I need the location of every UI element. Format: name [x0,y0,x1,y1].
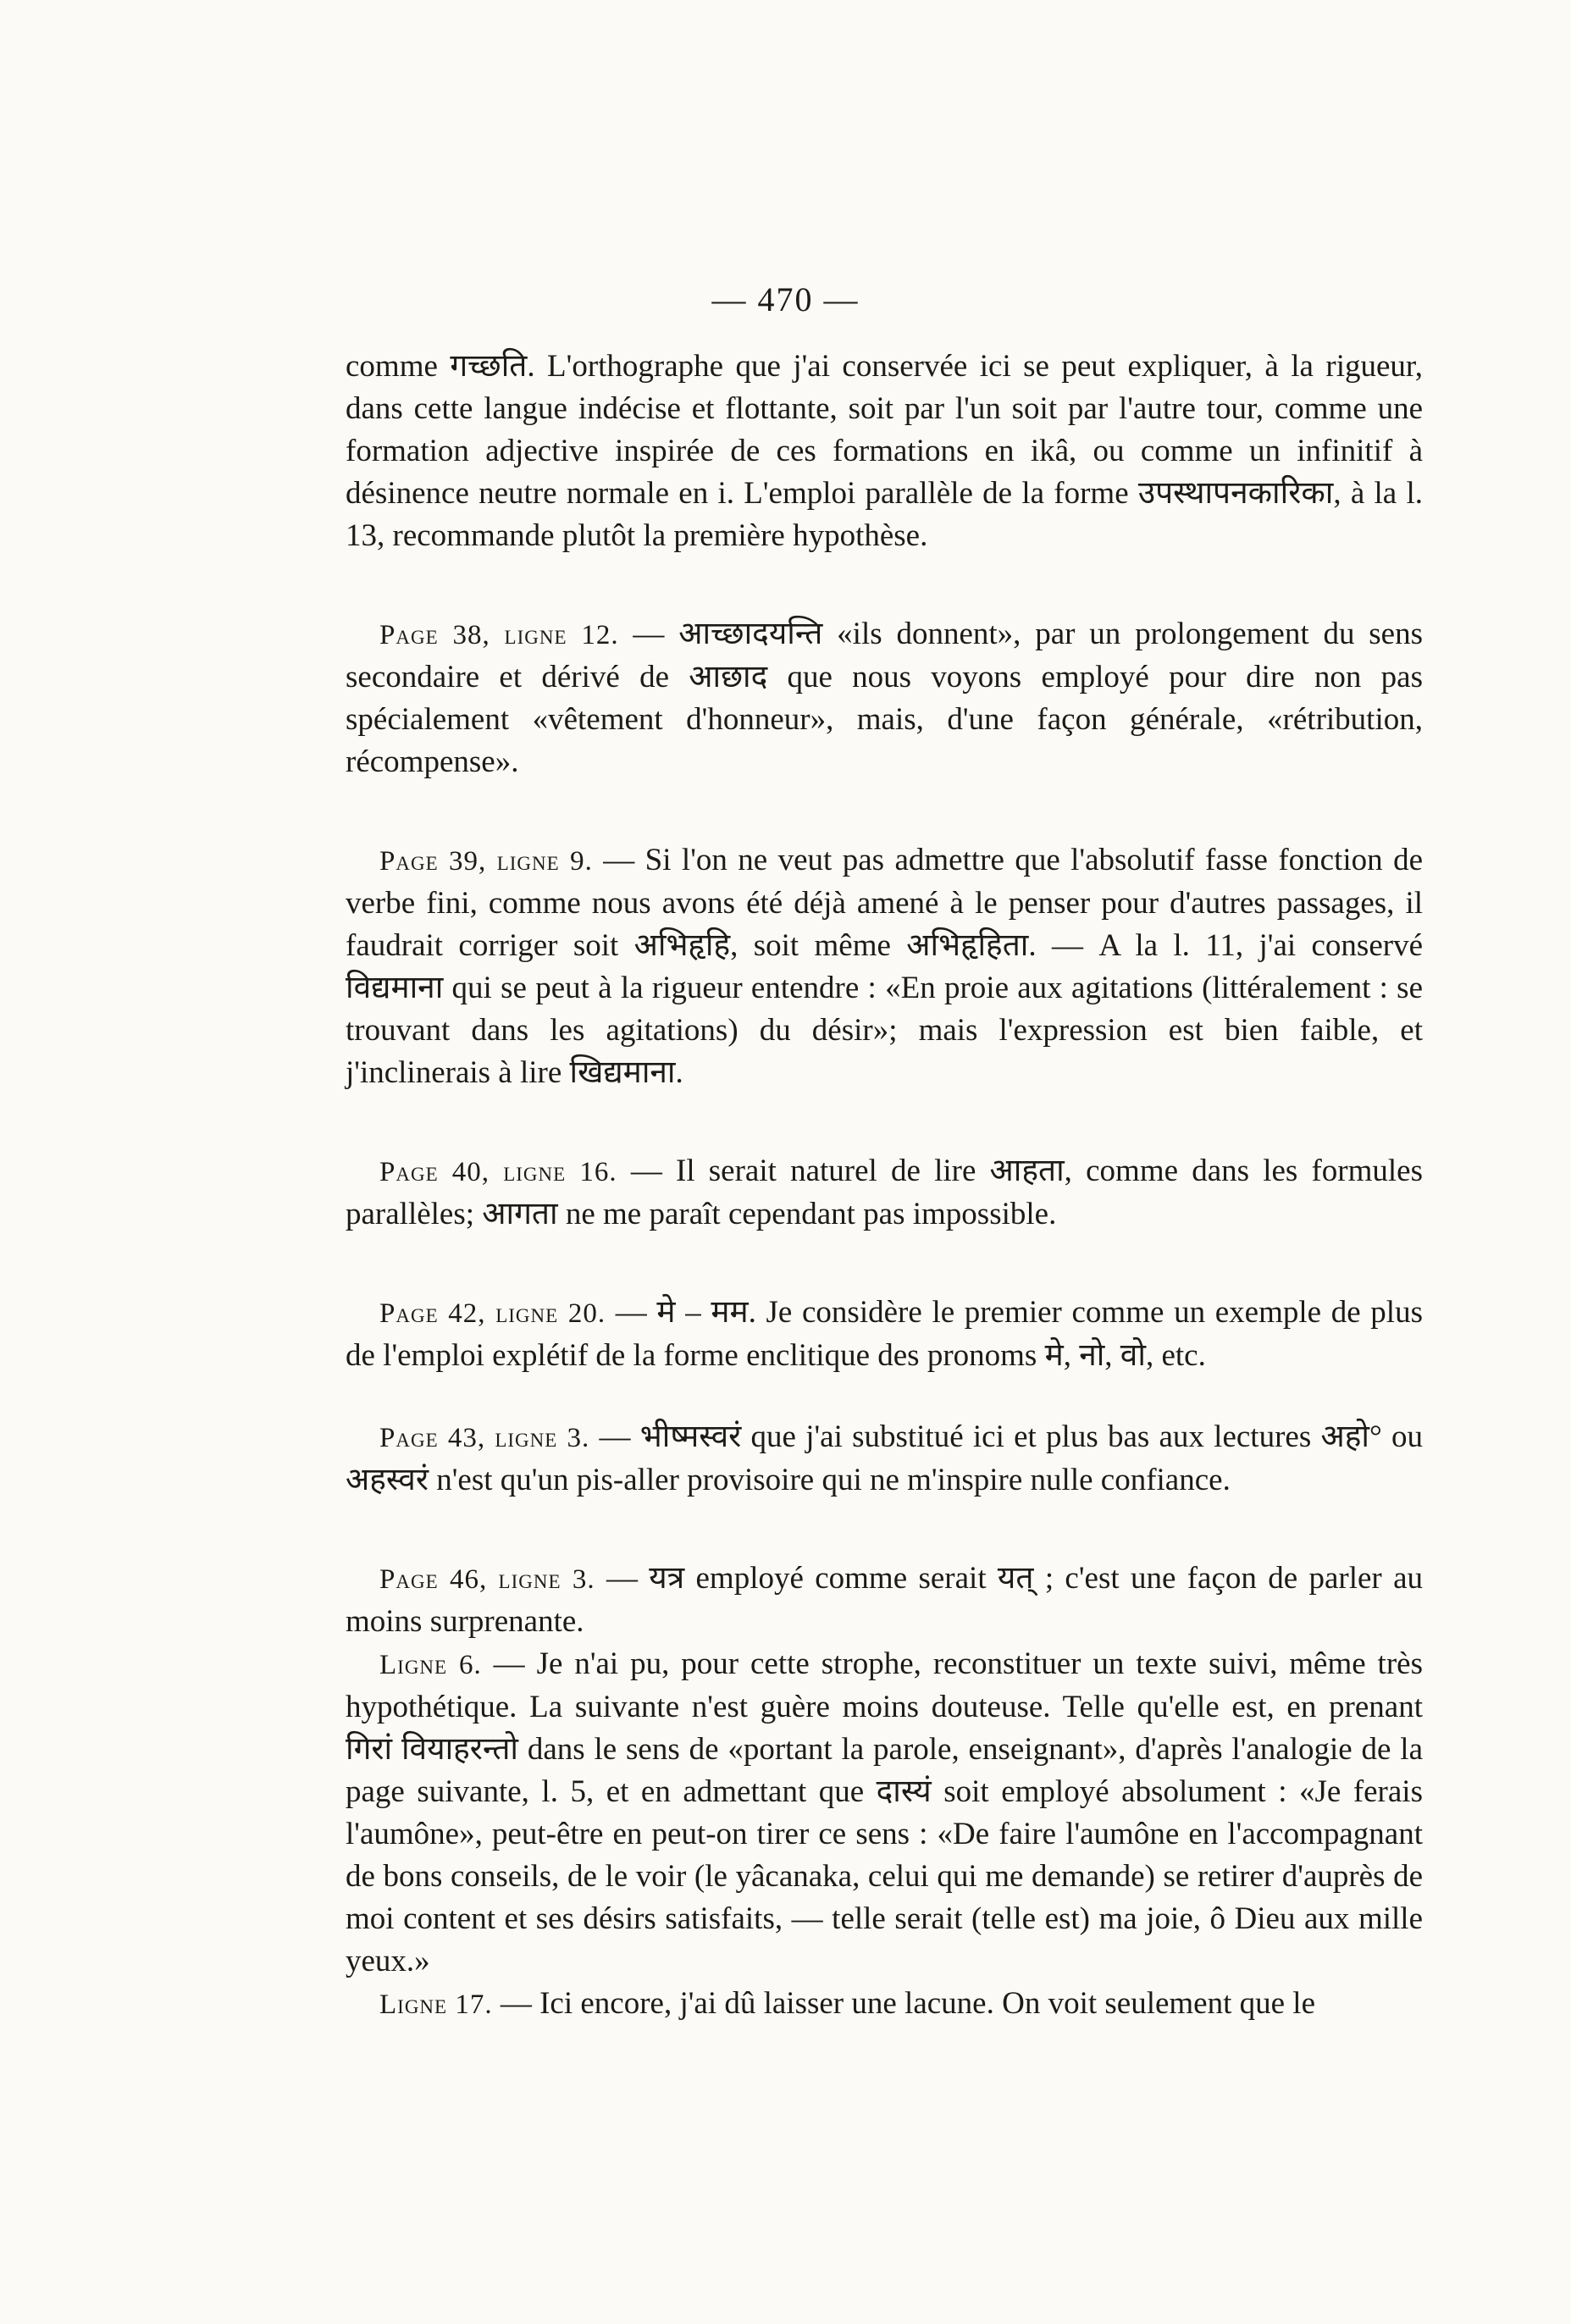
note-text: — Il serait naturel de lire आहता, comme dans les formules parallèles; आगता ne me paraît cependant pas impossible. [346,1154,1423,1231]
body-text [346,346,1423,2026]
note-text: — Je n'ai pu, pour cette strophe, reconstituer un texte suivi, même très hypothétique. La suivante n'est guère moins douteuse. Telle qu'elle est, en prenant गिरां वियाहरन्तो dans le sens de «portant la parole, enseignant», d'après l'analogie de la page suivante, l. 5, et en admettant que दास्यं soit employé absolument : «Je ferais l'aumône», peut-être en peut-on tirer ce sens : «De faire l'aumône en l'accompagnant de bons conseils, de le voir (le yâcanaka, celui qui me demande) se retirer d'auprès de moi content et ses désirs satisfaits, — telle serait (telle est) ma joie, ô Dieu aux mille yeux.» [346,1646,1423,1978]
note-label: Page 42, ligne 20. [379,1298,606,1329]
paragraph-continuation: comme गच्छति. L'orthographe que j'ai conservée ici se peut expliquer, à la rigueur, dans cette langue indécise et flottante, soit par l'un soit par l'autre tour, comme une formation adjective inspirée de ces formations en ikâ, ou comme un infinitif à désinence neutre normale en i. L'emploi parallèle de la forme उपस्थापनकारिका, à la l. 13, recommande plutôt la première hypothèse. [346,349,1423,553]
note-page-43 [346,1416,1423,1502]
note-line-17 [346,1983,1423,2026]
note-label: Page 43, ligne 3. [379,1423,590,1453]
note-page-38 [346,613,1423,783]
note-label: Ligne 6. [379,1650,482,1680]
note-label: Page 38, ligne 12. [379,620,619,650]
note-label: Page 46, ligne 3. [379,1564,595,1595]
note-line-6 [346,1643,1423,1983]
note-label: Page 39, ligne 9. [379,846,593,877]
note-label: Ligne 17. [379,1989,493,2020]
note-text: — आच्छादयन्ति «ils donnent», par un prolongement du sens secondaire et dérivé de आछाद que nous voyons employé pour dire non pas spécialement «vêtement d'honneur», mais, d'une façon générale, «rétribution, récompense». [346,617,1423,779]
note-page-42 [346,1292,1423,1377]
note-text: — Si l'on ne veut pas admettre que l'absolutif fasse fonction de verbe fini, comme nous avons été déjà amené à le penser pour d'autres passages, il faudrait corriger soit अभिहृहि, soit même अभिहृहिता. — A la l. 11, j'ai conservé विद्यमाना qui se peut à la rigueur entendre : «En proie aux agitations (littéralement : se trouvant dans les agitations) du désir»; mais l'expression est bien faible, et j'inclinerais à lire खिद्यमाना. [346,843,1423,1090]
page-number: — 470 — [711,280,860,318]
note-text: — भीष्मस्वरं que j'ai substitué ici et plus bas aux lectures अहो° ou अहस्वरं n'est qu'un pis-aller provisoire qui ne m'inspire nulle confiance. [346,1419,1423,1497]
note-page-39 [346,839,1423,1094]
note-text: — मे – मम. Je considère le premier comme un exemple de plus de l'emploi explétif de la forme enclitique des pronoms मे, नो, वो, etc. [346,1295,1423,1373]
note-page-46 [346,1558,1423,1643]
note-text: — यत्र employé comme serait यत् ; c'est une façon de parler au moins surprenante. [346,1561,1423,1639]
note-page-40 [346,1150,1423,1236]
note-text: — Ici encore, j'ai dû laisser une lacune. On voit seulement que le [492,1986,1316,2021]
note-label: Page 40, ligne 16. [379,1157,617,1187]
